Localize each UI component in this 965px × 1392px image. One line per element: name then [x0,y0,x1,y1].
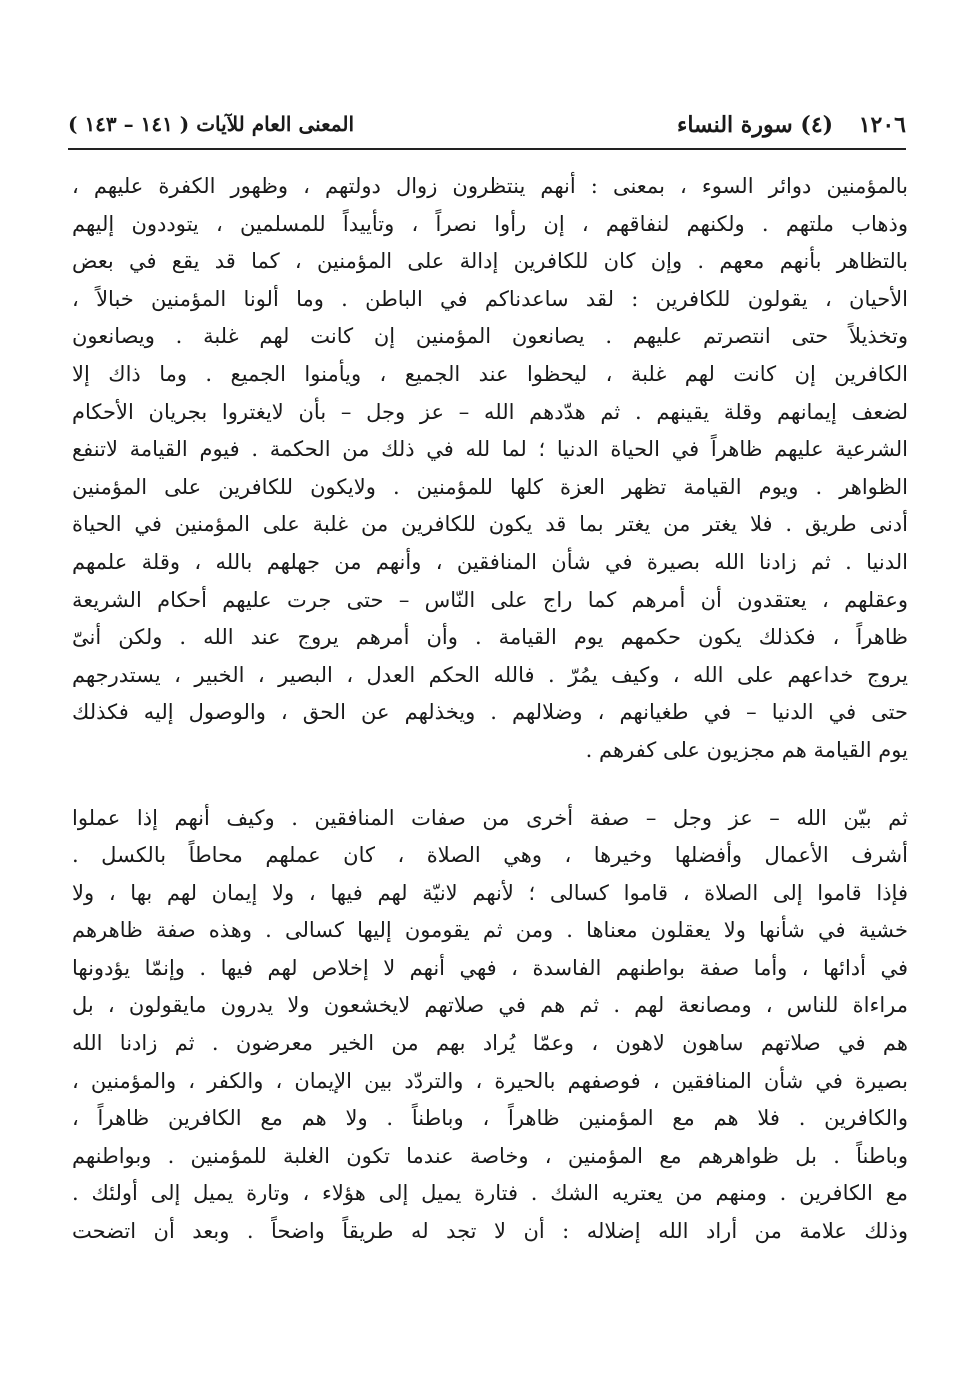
text-line: مراءاة للناس ، ومصانعة لهم . ثم هم في صلاتهم لايخشعون ولا يدرون مايقولون ، بل [72,993,908,1018]
page-number: ١٢٠٦ [858,112,906,138]
text-line: يوم القيامة هم مجزيون على كفرهم . [585,737,908,762]
text-line: مع الكافرين . ومنهم من يعتريه الشك . فتارة يميل إلى هؤلاء ، وتارة يميل إلى أولئك . [72,1181,908,1206]
text-line: وباطناً . بل ظواهرهم مع المؤمنين ، وخاصة عندما تكون الغلبة للمؤمنين . وبواطنهم [72,1143,908,1168]
text-line: وذهاب ملتهم . ولكنهم لنفاقهم ، إن رأوا نصراً ، وتأييداً للمسلمين ، يتوددون إليهم [72,211,908,236]
text-line: وذلك علامة من أراد الله إضلاله : أن لا تجد له طريقاً واضحاً . وبعد أن اتضحت [72,1219,908,1244]
text-line: خشية في شأنها ولا يعقلون معناها . ومن ثم يقومون إليها كسالى . وهذه صفة ظاهرهم [72,918,908,943]
paragraph-2 [72,800,908,1251]
text-line: حتى في الدنيا – في طغيانهم ، وضلالهم . ويخذلهم عن الحق ، والوصول إليه فكذلك [72,700,908,725]
paragraph-1 [72,168,908,770]
text-line: والكافرين . فلا هم مع المؤمنين ظاهراً ، وباطناً . ولا هم مع الكافرين ظاهراً ، [72,1106,908,1131]
header-right [677,112,906,138]
text-line: فإذا قاموا إلى الصلاة ، قاموا كسالى ؛ لأنهم لانيّة لهم فيها ، ولا إيمان لهم بها ، ولا [72,880,908,905]
text-line: الشرعية عليهم ظاهراً في الحياة الدنيا ؛ لما لله في ذلك من الحكمة . فيوم القيامة لاتنفع [72,437,908,462]
text-line: الكافرين إن كانت لهم غلبة ، ليحظوا عند الجميع ، ويأمنوا الجميع . وما ذاك إلا [72,361,908,386]
surah-title: (٤) سورة النساء [677,112,834,138]
text-line: هم في صلاتهم ساهون لاهون ، وعمّا يُراد بهم من الخير معرضون . ثم زادنا الله [72,1031,908,1056]
text-line: أدنى طريق . فلا يغتر من يغتر بما قد يكون للكافرين من غلبة على المؤمنين في الحياة [72,512,908,537]
text-line: يروج خداعهم على الله ، وكيف يمُرّ . فالله الحكم العدل ، البصير ، الخبير ، يستدرجهم [72,662,908,687]
text-line: أشرف الأعمال وأفضلها وخيرها ، وهي الصلاة ، كان عملهم محاطاً بالكسل . [72,843,908,868]
text-line: ظاهراً ، فكذلك يكون حكمهم يوم القيامة . وأن أمرهم يروج عند الله . ولكن أنىّ [72,625,908,650]
paragraph-gap [72,770,908,800]
body-text [72,168,908,1251]
text-line: بالمؤمنين دوائر السوء ، بمعنى : أنهم ينتظرون زوال دولتهم ، وظهور الكفرة عليهم ، [72,174,908,198]
text-line: بالتظاهر بأنهم معهم . وإن كان للكافرين إدالة على المؤمنين ، كما قد يقع في بعض [72,249,908,274]
text-line: في أدائها ، وأما صفة بواطنهم الفاسدة ، فهي أنهم لا إخلاص لهم فيها . وإنمّا يؤدونها [72,955,908,980]
page-header [68,108,906,150]
text-line: لضعف إيمانهم وقلة يقينهم . ثم هدّدهم الله – عز وجل – بأن لايغتروا بجريان الأحكام [72,399,908,424]
text-line: الظواهر . ويوم القيامة تظهر العزة كلها للمؤمنين . ولايكون للكافرين على المؤمنين [72,474,908,499]
text-line: ثم بيّن الله – عز وجل – صفة أخرى من صفات المنافقين . وكيف أنهم إذا عملوا [72,805,908,830]
text-line: الأحيان ، يقولون للكافرين : لقد ساعدناكم في الباطن . وما ألونا المؤمنين خبالاً ، [72,286,908,311]
text-line: وعقلهم ، يعتقدون أن أمرهم كما راج على النّاس – حتى جرت عليهم أحكام الشريعة [72,587,908,612]
text-line: الدنيا . ثم زادنا الله بصيرة في شأن المنافقين ، وأنهم من جهلهم بالله ، وقلة علمهم [72,549,908,574]
text-line: بصيرة في شأن المنافقين ، فوصفهم بالحيرة ، والتردّد بين الإيمان ، والكفر ، والمؤمنين ، [72,1068,908,1093]
text-line: وتخذيلاً حتى انتصرتم عليهم . يصانعون المؤمنين إن كانت لهم غلبة . ويصانعون [72,324,908,349]
section-title: المعنى العام للآيات ( ١٤١ – ١٤٣ ) [68,112,355,136]
